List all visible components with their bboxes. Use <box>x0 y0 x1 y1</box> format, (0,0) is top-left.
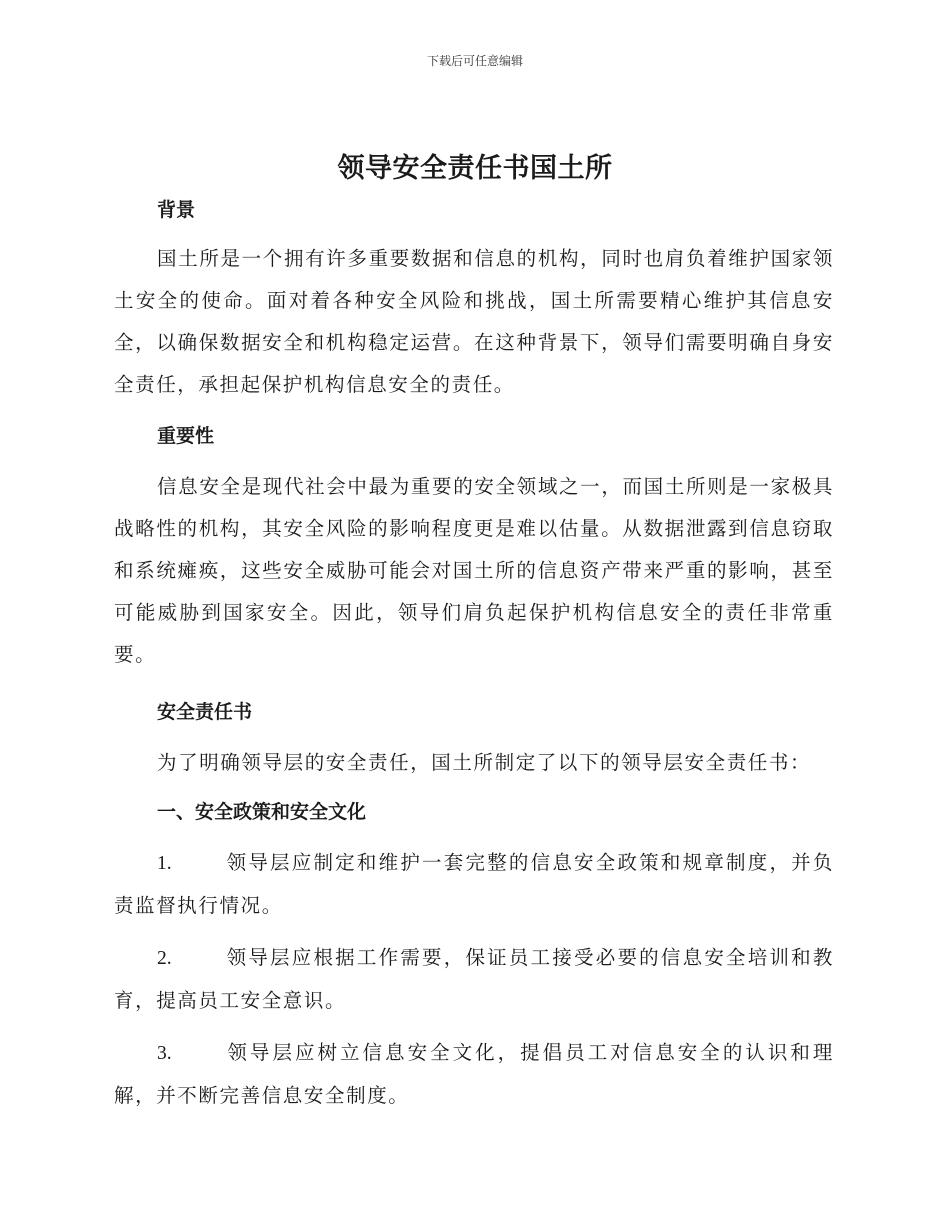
importance-paragraph: 信息安全是现代社会中最为重要的安全领域之一，而国土所则是一家极具战略性的机构，其安全风险的影响程度更是难以估量。从数据泄露到信息窃取和系统瘫痪，这些安全威胁可能会对国土所的信息资产带来严重的影响，甚至可能威胁到国家安全。因此，领导们肩负起保护机构信息安全的责任非常重要。 <box>114 475 834 666</box>
policy-item-text: 领导层应根据工作需要，保证员工接受必要的信息安全培训和教育，提高员工安全意识。 <box>114 946 834 1012</box>
policy-item-number: 1. <box>157 853 172 874</box>
section-heading-responsibility: 安全责任书 <box>157 701 253 723</box>
section-heading-policy: 一、安全政策和安全文化 <box>157 801 367 823</box>
policy-item-3 <box>114 1032 834 1117</box>
page-header: 下载后可任意编辑 <box>426 54 523 68</box>
policy-item-text: 领导层应树立信息安全文化，提倡员工对信息安全的认识和理解，并不断完善信息安全制度。 <box>114 1041 834 1107</box>
section-heading-importance: 重要性 <box>157 425 215 447</box>
policy-item-2 <box>114 937 834 1022</box>
document-title: 领导安全责任书国土所 <box>337 153 613 184</box>
section-heading-background: 背景 <box>157 199 196 221</box>
policy-item-number: 3. <box>157 1043 172 1064</box>
policy-item-1 <box>114 842 834 927</box>
responsibility-intro: 为了明确领导层的安全责任，国土所制定了以下的领导层安全责任书： <box>157 751 812 774</box>
background-paragraph: 国土所是一个拥有许多重要数据和信息的机构，同时也肩负着维护国家领土安全的使命。面对着各种安全风险和挑战，国土所需要精心维护其信息安全，以确保数据安全和机构稳定运营。在这种背景下，领导们需要明确自身安全责任，承担起保护机构信息安全的责任。 <box>114 247 834 396</box>
document-body <box>114 194 834 1117</box>
policy-item-text: 领导层应制定和维护一套完整的信息安全政策和规章制度，并负责监督执行情况。 <box>114 851 834 917</box>
policy-item-number: 2. <box>157 948 172 969</box>
